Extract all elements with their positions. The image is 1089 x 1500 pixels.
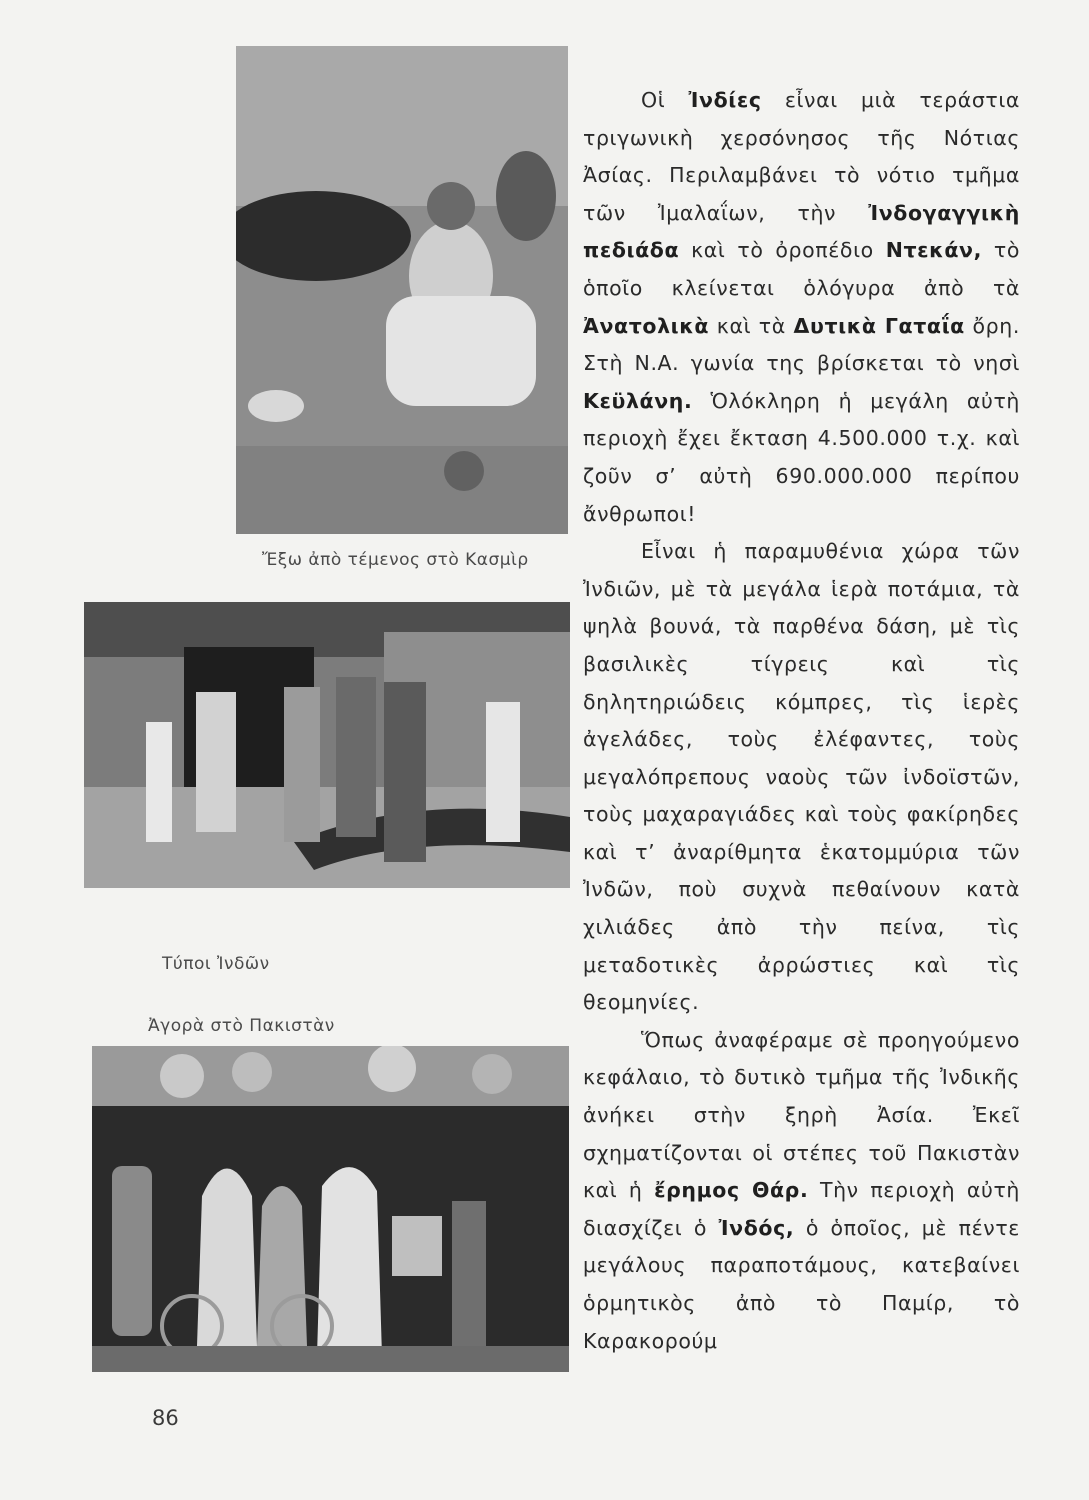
text-run: Τὴν περιοχὴ αὐτὴ διασχίζει ὁ	[583, 1178, 1020, 1240]
bazaar-caption: Ἀγορὰ στὸ Πακιστὰν	[148, 1016, 335, 1036]
text-run: Ὅπως ἀναφέραμε σὲ προηγούμενο κεφάλαιο, τὸ δυτικὸ τμῆμα τῆς Ἰνδικῆς ἀνήκει στὴν ξηρὴ Ἀσία. Ἐκεῖ σχηματίζονται οἱ στέπες τοῦ Πακιστὰν καὶ ἡ	[583, 1027, 1020, 1203]
bold-term: Ἰνδός,	[718, 1215, 795, 1240]
text-run: Ὁλόκληρη ἡ μεγάλη αὐτὴ περιοχὴ ἔχει ἔκταση 4.500.000 τ.χ. καὶ ζοῦν σ’ αὐτὴ 690.000.000 περίπου ἄνθρωποι!	[583, 388, 1020, 526]
text-run: ὁ ὁποῖος, μὲ πέντε μεγάλους παραποτάμους, κατεβαίνει ὁρμητικὸς ἀπὸ τὸ Παμίρ, τὸ Καρακορούμ	[583, 1215, 1020, 1353]
indian-people-caption: Τύποι Ἰνδῶν	[162, 954, 270, 974]
text-run: Εἶναι ἡ παραμυθένια χώρα τῶν Ἰνδιῶν, μὲ τὰ μεγάλα ἱερὰ ποτάμια, τὰ ψηλὰ βουνά, τὰ παρθένα δάση, μὲ τὶς βασιλικὲς τίγρεις καὶ τὶς δηλητηριώδεις κόμπρες, τὶς ἱερὲς ἀγελάδες, τοὺς ἐλέφαντες, τοὺς μεγαλόπρεπους ναοὺς τῶν ἰνδοϊστῶν, τοὺς μαχαραγιάδες καὶ τοὺς φακίρηδες καὶ τ’ ἀναρίθμητα ἑκατομμύρια τῶν Ἰνδῶν, ποὺ συχνὰ πεθαίνουν κατὰ χιλιάδες ἀπὸ τὴν πείνα, τὶς μεταδοτικὲς ἀρρώστιες καὶ τὶς θεομηνίες.	[583, 539, 1020, 1015]
bazaar-photo	[92, 1046, 569, 1372]
bold-term: ἔρημος Θάρ.	[654, 1178, 809, 1203]
text-run: εἶναι μιὰ τεράστια τριγωνικὴ χερσόνησος τῆς Νότιας Ἀσίας. Περιλαμβάνει τὸ νότιο τμῆμα τῶν Ἰμαλαΐων, τὴν	[583, 88, 1021, 225]
bold-term: Κεϋλάνη.	[583, 388, 693, 413]
text-run: Οἱ	[641, 88, 689, 112]
bold-term: Ἰνδίες	[688, 88, 762, 112]
bold-term: Ἀνατολικὰ	[583, 313, 710, 338]
paragraph-india-geography	[583, 82, 1020, 533]
indian-people-photo	[84, 602, 570, 888]
text-run: καὶ τὰ	[709, 313, 794, 338]
paragraph-western-region	[583, 1022, 1020, 1360]
body-text	[583, 82, 1020, 1360]
bold-term: Ἰνδογαγγικὴ πεδιάδα	[583, 200, 1020, 263]
text-run: καὶ τὸ ὀροπέδιο	[679, 238, 886, 263]
kashmir-photo	[236, 46, 568, 534]
bold-term: Ντεκάν,	[885, 238, 982, 263]
text-run: τὸ ὁποῖο κλείνεται ὁλόγυρα ἀπὸ τὰ	[583, 238, 1021, 300]
paragraph-india-description	[583, 533, 1020, 1022]
bold-term: Δυτικὰ Γαταΐα	[793, 313, 965, 338]
kashmir-caption: Ἔξω ἀπὸ τέμενος στὸ Κασμὶρ	[262, 550, 529, 570]
page-number: 86	[152, 1406, 179, 1430]
text-run: ὄρη. Στὴ Ν.Α. γωνία της βρίσκεται τὸ νησὶ	[583, 313, 1020, 376]
